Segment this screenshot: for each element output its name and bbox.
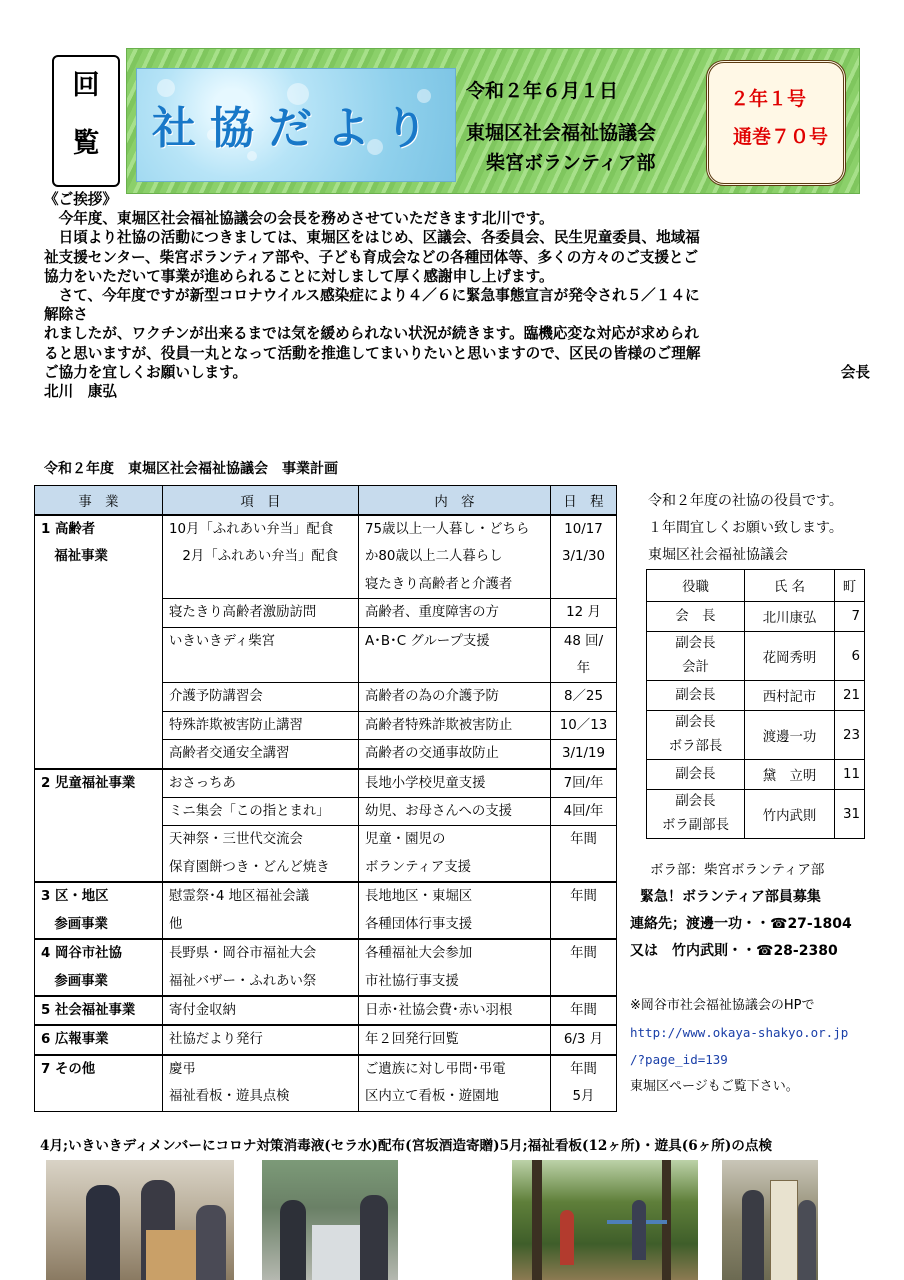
plan-row [35,515,617,599]
plan-cell-line: 2月「ふれあい弁当」配食 [169,549,339,565]
plan-cell-line: 5 社会福祉事業 [41,1002,136,1018]
plan-cell-line: 福祉事業 [41,549,108,565]
plan-cell-line: 高齢者、重度障害の方 [365,605,499,621]
kairan-char-2: 覧 [72,128,100,159]
plan-cell-line: 長地小学校児童支援 [365,775,486,791]
plan-cell-content [359,711,551,739]
plan-cell-line [41,599,156,626]
newsletter-title: 社協だより [152,103,442,154]
plan-cell-date [551,1025,617,1054]
plan-cell-line [41,655,156,682]
plan-cell-date [551,798,617,826]
plan-cell-date [551,996,617,1025]
plan-cell-cat [35,996,163,1025]
plan-cell-line: 福祉看板・遊具点検 [169,1089,290,1105]
plan-cell-line [557,968,610,995]
org-name: 東堀区社会福祉協議会 [466,122,657,144]
plan-cell-item [163,683,359,711]
sign-title: 会長 [840,363,870,381]
greeting-line: 日頃より社協の活動につきましては、東堀区をはじめ、区議会、各委員会、民生児童委員、地域福 [44,229,700,247]
plan-cell-content [359,826,551,882]
plan-cell-cat [35,599,163,627]
plan-cell-item [163,515,359,599]
plan-cell-line [557,571,610,598]
plan-row [35,769,617,798]
officers-intro [648,488,843,569]
recruit-contact: 又は 竹内武則・・☎28-2380 [630,943,838,959]
officer-row [647,760,865,790]
plan-cell-line: 日赤･社協会費･赤い羽根 [365,1002,513,1018]
greeting-line: ると思いますが、役員一丸となって活動を推進してまいりたいと思いますので、区民の皆様のご理解 [44,344,701,362]
plan-cell-date [551,711,617,739]
volume-number: 通巻７０号 [733,126,829,148]
plan-cell-line: 寝たきり高齢者と介護者 [365,576,513,592]
plan-cell-content [359,882,551,939]
web-note-line: 東堀区ページもご覧下さい。 [630,1079,799,1094]
officer-name: 花岡秀明 [745,632,835,681]
plan-cell-date [551,627,617,683]
plan-cell-line: 75歳以上一人暮し・どちら [365,522,530,537]
plan-header-2: 内 容 [359,486,551,516]
plan-cell-date [551,740,617,769]
plan-cell-content [359,798,551,826]
plan-title: 令和２年度 東堀区社会福祉協議会 事業計画 [44,461,338,477]
officer-town: 21 [835,681,865,711]
plan-cell-date [551,683,617,711]
plan-cell-content [359,515,551,599]
officer-role-line: 会 長 [675,609,716,624]
plan-cell-line [365,655,544,682]
officer-role-line: 副会長 [675,794,716,809]
plan-cell-cat [35,826,163,882]
plan-cell-line: 7回/年 [563,775,604,791]
plan-cell-content [359,627,551,683]
plan-cell-cat [35,1055,163,1111]
plan-cell-line: 10/17 [564,522,603,537]
plan-cell-cat [35,798,163,826]
greeting-heading: 《ご挨拶》 [44,191,117,208]
photo-playground-check [512,1160,698,1280]
officer-row [647,632,865,681]
greeting-line: 祉支援センター、柴宮ボランティア部や、子ども育成会などの各種団体等、多くの方々のご支援とご [44,248,699,266]
photo-disinfectant-2 [262,1160,398,1280]
plan-cell-line [557,911,610,938]
plan-cell-cat [35,740,163,769]
plan-cell-cat [35,515,163,599]
officer-row [647,711,865,760]
issue-number: ２年１号 [730,88,807,110]
kairan-char-1: 回 [72,70,100,101]
plan-cell-cat [35,1025,163,1054]
greeting-line: 解除さ [44,306,88,324]
plan-cell-line: 幼児、お母さんへの支援 [365,804,513,820]
plan-cell-line [41,740,156,767]
officer-town: 7 [835,602,865,632]
plan-cell-item [163,882,359,939]
officer-role-line: ボラ部長 [668,739,723,754]
plan-cell-line: 高齢者の交通事故防止 [365,746,499,762]
plan-cell-line: 48 回/ [563,633,604,649]
plan-cell-line: 社協だより発行 [169,1032,263,1048]
plan-cell-line: 4 岡谷市社協 [41,946,122,962]
recruit-box [630,884,852,965]
plan-cell-cat [35,627,163,683]
plan-header-0: 事 業 [35,486,163,516]
plan-cell-line: おさっちあ [169,775,236,791]
officers-header-2: 町 [835,570,865,602]
plan-row [35,1025,617,1054]
officer-name: 渡邊一功 [745,711,835,760]
officer-role [647,711,745,760]
plan-cell-line: 保育園餅つき・どんど焼き [169,859,330,875]
plan-row [35,627,617,683]
plan-cell-item [163,1025,359,1054]
plan-cell-item [163,599,359,627]
plan-cell-line: 特殊詐欺被害防止講習 [169,717,303,733]
plan-cell-item [163,798,359,826]
plan-cell-content [359,939,551,996]
plan-cell-item [163,627,359,683]
plan-cell-cat [35,769,163,798]
plan-cell-line: 1 高齢者 [41,522,96,537]
officer-role [647,790,745,839]
plan-cell-line: 年２回発行回覧 [365,1032,459,1048]
plan-cell-line: 2 児童福祉事業 [41,775,136,791]
plan-cell-date [551,882,617,939]
officer-role-line: 副会長 [675,636,716,651]
plan-row [35,939,617,996]
photo-disinfectant-1 [46,1160,234,1280]
kairan-box [52,55,120,187]
plan-row [35,683,617,711]
plan-cell-cat [35,683,163,711]
plan-cell-line: 4回/年 [563,804,604,820]
plan-table [34,485,617,1112]
plan-cell-line: 福祉バザー・ふれあい祭 [169,973,317,989]
plan-cell-line: 7 その他 [41,1061,96,1077]
officer-role-line: 副会長 [675,715,716,730]
plan-cell-date [551,515,617,599]
plan-cell-cat [35,939,163,996]
web-note [630,992,848,1100]
plan-cell-line: 慰霊祭･4 地区福祉会議 [169,889,309,905]
plan-cell-item [163,769,359,798]
officer-name: 北川康弘 [745,602,835,632]
plan-cell-line: 寝たきり高齢者激励訪問 [169,605,317,621]
officers-table [646,569,865,839]
plan-cell-line [41,711,156,738]
plan-cell-line: 天神祭・三世代交流会 [169,832,303,848]
plan-cell-line: 6/3 月 [563,1032,604,1048]
plan-cell-line: A･B･C グループ支援 [365,633,490,649]
plan-cell-line: 児童・園児の [365,832,446,848]
officer-name: 黛 立明 [745,760,835,790]
greeting-last-line [44,363,870,382]
plan-cell-line: ミニ集会「この指とまれ」 [169,804,330,820]
plan-cell-line: ボランティア支援 [365,859,472,875]
plan-cell-line: 3/1/19 [561,746,606,762]
officer-town: 23 [835,711,865,760]
plan-header-3: 日 程 [551,486,617,516]
plan-cell-line [41,853,156,880]
plan-cell-line: 参画事業 [41,973,108,989]
officer-role [647,632,745,681]
plan-cell-date [551,599,617,627]
plan-row [35,882,617,939]
plan-cell-content [359,683,551,711]
plan-cell-line [41,826,156,853]
officer-town: 31 [835,790,865,839]
recruit-title: 緊急！ボランティア部員募集 [640,889,821,905]
plan-cell-item [163,740,359,769]
plan-cell-line: 年間 [570,1061,597,1077]
plan-cell-line: 寄付金収納 [169,1002,236,1018]
plan-cell-line: 年 [576,661,591,677]
plan-row [35,740,617,769]
plan-header-1: 項 目 [163,486,359,516]
plan-cell-content [359,1025,551,1054]
plan-cell-content [359,996,551,1025]
plan-cell-line [41,683,156,710]
plan-cell-content [359,740,551,769]
officer-town: 11 [835,760,865,790]
plan-cell-line [41,627,156,654]
plan-cell-line: 3 区・地区 [41,889,109,905]
plan-cell-date [551,939,617,996]
web-link-path[interactable]: /?page_id=139 [630,1052,728,1067]
plan-cell-line: 介護予防講習会 [169,689,263,705]
plan-cell-line [557,854,610,881]
plan-cell-line: 10／13 [559,717,608,733]
photo-caption: 4月;いきいきディメンバーにコロナ対策消毒液(セラ水)配布(宮坂酒造寄贈)5月;福祉看板(12ヶ所)・遊具(6ヶ所)の点検 [40,1138,773,1154]
plan-cell-line: 各種団体行事支援 [365,916,473,932]
web-note-line: ※岡谷市社会福祉協議会のHPで [630,998,815,1013]
plan-cell-item [163,939,359,996]
plan-cell-line: 慶弔 [169,1061,196,1077]
greeting [44,190,870,401]
officer-row [647,602,865,632]
plan-cell-line: 高齢者特殊詐欺被害防止 [365,717,513,733]
plan-cell-line: 参画事業 [41,916,108,932]
plan-cell-line: ご遺族に対し弔問･弔電 [365,1061,506,1077]
plan-cell-line: 長野県・岡谷市福祉大会 [169,946,317,962]
officers-intro-line: 東堀区社会福祉協議会 [648,547,788,563]
plan-row [35,711,617,739]
officers-intro-line: 令和２年度の社協の役員です。 [648,493,843,509]
officer-role-line: ボラ副部長 [662,818,729,833]
bora-note: ボラ部：柴宮ボランティア部 [650,862,825,878]
plan-cell-line: 年間 [570,832,597,848]
officers-header-0: 役職 [647,570,745,602]
officer-role [647,760,745,790]
plan-cell-date [551,769,617,798]
officer-name: 西村記市 [745,681,835,711]
greeting-line: れましたが、ワクチンが出来るまでは気を緩められない状況が続きます。臨機応変な対応が求められ [44,325,699,343]
officer-role-line: 副会長 [675,767,716,782]
plan-cell-line: 高齢者交通安全講習 [169,746,290,762]
plan-cell-cat [35,711,163,739]
web-link[interactable]: http://www.okaya-shakyo.or.jp [630,1025,849,1040]
officer-row [647,790,865,839]
plan-row [35,996,617,1025]
officer-row [647,681,865,711]
plan-cell-line: 市社協行事支援 [365,973,459,989]
plan-cell-cat [35,882,163,939]
plan-cell-line [169,655,352,682]
plan-row [35,826,617,882]
plan-cell-line: 10月「ふれあい弁当」配食 [169,522,334,537]
officer-role-line: 副会長 [675,688,716,703]
plan-cell-line: 高齢者の為の介護予防 [365,689,499,705]
officer-role-line: 会計 [682,660,709,675]
plan-cell-line [169,571,352,598]
plan-cell-line: 6 広報事業 [41,1032,109,1048]
officer-role [647,681,745,711]
plan-row [35,1055,617,1111]
plan-cell-line: 他 [169,916,183,932]
plan-cell-date [551,826,617,882]
greeting-line: ご協力を宜しくお願いします。 [44,363,248,381]
plan-cell-line: か80歳以上二人暮らし [365,549,503,565]
plan-cell-line: 8／25 [564,689,603,705]
officers-intro-line: １年間宜しくお願い致します。 [648,520,843,536]
plan-cell-date [551,1055,617,1111]
org-dept: 柴宮ボランティア部 [486,152,656,174]
issue-date: 令和２年６月１日 [466,80,619,102]
plan-cell-content [359,769,551,798]
plan-cell-line [41,798,156,825]
officer-name: 竹内武則 [745,790,835,839]
greeting-line: 今年度、東堀区社会福祉協議会の会長を務めさせていただきます北川です。 [44,210,554,228]
plan-cell-item [163,826,359,882]
photo-signboard-check [722,1160,818,1280]
plan-cell-line: 5月 [572,1089,595,1105]
officer-role [647,602,745,632]
recruit-contact: 連絡先；渡邊一功・・☎27-1804 [630,916,852,932]
greeting-line: さて、今年度ですが新型コロナウイルス感染症により４／６に緊急事態宣言が発令され５／１４に [44,287,700,305]
plan-cell-line: 区内立て看板・遊園地 [365,1089,499,1105]
plan-cell-content [359,599,551,627]
officer-town: 6 [835,632,865,681]
plan-cell-item [163,711,359,739]
plan-cell-line: 年間 [570,889,597,905]
officers-header-1: 氏 名 [745,570,835,602]
plan-cell-line: 長地地区・東堀区 [365,889,473,905]
plan-cell-item [163,996,359,1025]
plan-cell-line: 12 月 [566,605,601,621]
plan-cell-line: 3/1/30 [561,549,606,565]
greeting-line: 協力をいただいて事業が進められることに対しまして厚く感謝申し上げます。 [44,267,554,285]
plan-cell-line: 年間 [570,1002,597,1018]
plan-cell-item [163,1055,359,1111]
plan-row [35,798,617,826]
sign-name: 北川 康弘 [44,383,117,401]
plan-cell-line [41,1083,156,1110]
plan-cell-line: いきいきディ柴宮 [169,633,276,649]
plan-row [35,599,617,627]
plan-cell-line: 年間 [570,946,597,962]
plan-cell-line: 各種福祉大会参加 [365,946,473,962]
plan-cell-content [359,1055,551,1111]
